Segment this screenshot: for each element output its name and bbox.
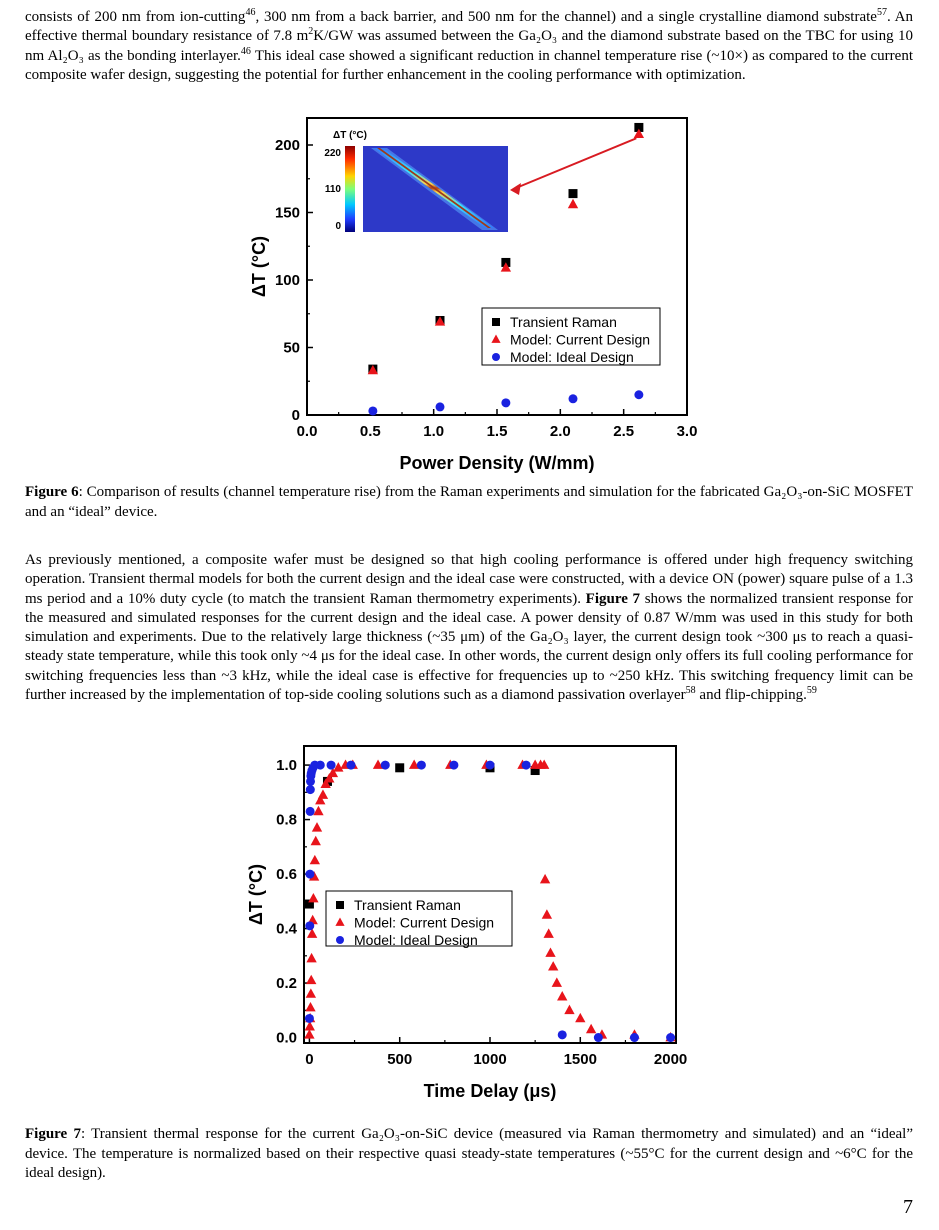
figure-6-label: Figure 6 <box>25 484 79 500</box>
para1-segment: , 300 nm from a back barrier, and 500 nm for the channel) and a single crystalline diamond substrate <box>255 9 877 25</box>
legend-label: Model: Current Design <box>510 331 651 348</box>
para1-segment: K/GW was assumed between the Ga₂O₃ and the diamond substrate based on the TBC for using 10 nm Al₂O₃ as the bonding interlayer. <box>25 28 913 64</box>
inset-colorbar-tick: 110 <box>324 184 341 195</box>
para1-segment: 46 <box>245 7 256 18</box>
data-point-circle <box>306 785 315 794</box>
data-point-circle <box>346 761 355 770</box>
data-point-triangle <box>313 806 323 815</box>
y-axis-label: ΔT (°C) <box>246 863 266 926</box>
figure-6-caption-text: : Comparison of results (channel temperature rise) from the Raman experiments and simulation for the fabricated Ga₂O₃-on-SiC MOSFET and an “ideal” device. <box>25 484 913 520</box>
legend-label: Transient Raman <box>354 897 461 913</box>
para1-segment: . An effective thermal boundary resistance of 7.8 m <box>25 9 913 45</box>
data-point-triangle <box>575 1013 585 1022</box>
x-tick-label: 1000 <box>473 1051 507 1068</box>
legend-marker <box>492 318 500 326</box>
data-point-triangle <box>306 953 316 962</box>
data-point-circle <box>368 406 377 415</box>
data-point-triangle <box>564 1005 574 1014</box>
x-tick-label: 1.0 <box>423 423 445 440</box>
data-point-triangle <box>544 928 554 937</box>
legend-label: Transient Raman <box>510 314 617 330</box>
x-tick-label: 1.5 <box>486 423 508 440</box>
y-tick-label: 0.4 <box>276 920 297 938</box>
paragraph-1 <box>25 8 913 85</box>
para1-segment: 2 <box>308 26 314 38</box>
inset-arrow-head <box>510 183 521 195</box>
inset-colorbar <box>345 146 355 232</box>
data-point-circle <box>436 402 445 411</box>
data-point-circle <box>306 807 315 816</box>
inset-colorbar-title: ΔT (°C) <box>333 130 367 141</box>
legend-label: Model: Ideal Design <box>510 349 634 365</box>
y-tick-label: 0.2 <box>276 975 297 993</box>
figure-6-chart <box>240 110 710 482</box>
data-point-circle <box>630 1033 639 1042</box>
y-tick-label: 0.0 <box>276 1029 297 1047</box>
data-point-triangle <box>540 874 550 883</box>
inset-arrow-line <box>516 138 636 188</box>
para1-segment: consists of 200 nm from ion-cutting <box>25 9 246 25</box>
data-point-triangle <box>304 1029 314 1038</box>
para2-segment: shows the normalized transient response for the measured and simulated responses for the current design and the ideal case. A power density of 0.87 W/mm was used in this study for both simulation and experiments. Due to the relatively large thickness (~35 μm) of the Ga₂O₃ layer, the current design took ~300 μs to reach a quasi-steady state temperature, while this took only ~4 μs for the ideal case. In other words, the current design only offers its full cooling performance for switching frequencies less than ~3 kHz, while the ideal case is effective for frequencies up to ~250 kHz. This switching frequency limit can be further increased by the implementation of top-side cooling solutions such as a diamond passivation overlayer <box>25 590 914 704</box>
y-tick-label: 150 <box>274 204 300 222</box>
legend-marker <box>336 901 344 909</box>
x-axis-label: Time Delay (μs) <box>423 1081 557 1101</box>
y-axis-label: ΔT (°C) <box>249 235 269 298</box>
x-tick-label: 0.5 <box>359 423 381 440</box>
data-point-triangle <box>308 893 318 902</box>
data-point-square <box>569 189 578 198</box>
data-point-circle <box>305 1014 314 1023</box>
data-point-triangle <box>548 961 558 970</box>
data-point-circle <box>486 761 495 770</box>
y-tick-label: 1.0 <box>276 757 297 775</box>
inset-colorbar-tick: 220 <box>324 148 341 159</box>
para1-segment: 57 <box>876 7 887 18</box>
data-point-circle <box>449 761 458 770</box>
x-tick-label: 1500 <box>563 1051 597 1068</box>
figure-7-caption <box>25 1125 913 1184</box>
y-tick-label: 0.6 <box>276 866 297 884</box>
x-tick-label: 0 <box>305 1051 314 1068</box>
paragraph-2 <box>25 551 913 705</box>
data-point-circle <box>305 870 314 879</box>
data-point-circle <box>634 390 643 399</box>
data-point-triangle <box>545 947 555 956</box>
x-tick-label: 500 <box>387 1051 413 1068</box>
para2-segment: and flip-chipping. <box>695 687 807 704</box>
para2-segment: 59 <box>806 685 817 697</box>
x-tick-label: 2.0 <box>549 423 571 440</box>
data-point-triangle <box>306 988 316 997</box>
figure-7-caption-text: : Transient thermal response for the current Ga₂O₃-on-SiC device (measured via Raman thermometry and simulated) and an “ideal” device. The temperature is normalized based on their respective quasi steady-state temperatures (~55°C for the current design and ~6°C for the ideal design). <box>25 1126 913 1181</box>
figure-6-caption <box>25 483 913 522</box>
legend-label: Model: Current Design <box>354 914 495 931</box>
para2-segment: Figure 7 <box>585 590 641 607</box>
data-point-circle <box>594 1033 603 1042</box>
page-number: 7 <box>903 1196 913 1218</box>
y-tick-label: 0.8 <box>276 811 297 829</box>
x-tick-label: 0.0 <box>296 423 318 440</box>
data-point-triangle <box>557 991 567 1000</box>
data-point-circle <box>417 761 426 770</box>
data-point-triangle <box>306 975 316 984</box>
legend-marker <box>336 936 344 944</box>
x-tick-label: 3.0 <box>676 423 698 440</box>
data-point-triangle <box>542 909 552 918</box>
para2-segment: 58 <box>685 685 696 697</box>
y-tick-label: 200 <box>274 137 300 154</box>
para1-segment: This ideal case showed a significant reduction in channel temperature rise (~10×) as compared to the current composite wafer design, suggesting the potential for further enhancement in the cooling performance with optimization. <box>25 47 913 83</box>
x-tick-label: 2.5 <box>613 423 635 440</box>
data-point-circle <box>558 1030 567 1039</box>
inset-colorbar-tick: 0 <box>335 221 341 232</box>
figure-7-label: Figure 7 <box>25 1126 81 1142</box>
data-point-circle <box>501 398 510 407</box>
data-point-circle <box>381 761 390 770</box>
data-point-circle <box>666 1033 675 1042</box>
data-point-triangle <box>318 789 328 798</box>
figure-7 <box>240 738 710 1115</box>
para2-segment: As previously mentioned, a composite wafer must be designed so that high cooling performance is offered under high frequency switching operation. Transient thermal models for both the current design and the ideal case were constructed, with a device ON (power) square pulse of a 1.3 ms period and a 10% duty cycle (to match the transient Raman thermometry experiments). <box>25 552 913 607</box>
data-point-circle <box>569 394 578 403</box>
data-point-triangle <box>552 977 562 986</box>
figure-7-chart <box>240 738 710 1110</box>
data-point-circle <box>327 761 336 770</box>
y-tick-label: 0 <box>291 407 300 424</box>
y-tick-label: 50 <box>283 339 300 357</box>
data-point-circle <box>305 921 314 930</box>
para1-segment: 46 <box>240 45 251 57</box>
legend-marker <box>492 353 500 361</box>
figure-6 <box>240 110 710 487</box>
y-tick-label: 100 <box>274 272 300 289</box>
x-axis-label: Power Density (W/mm) <box>399 453 595 473</box>
x-tick-label: 2000 <box>653 1051 688 1068</box>
data-point-triangle <box>312 822 322 831</box>
data-point-triangle <box>305 1002 315 1011</box>
data-point-triangle <box>310 855 320 864</box>
data-point-circle <box>522 761 531 770</box>
data-point-triangle <box>311 836 321 845</box>
data-point-square <box>395 763 404 772</box>
data-point-triangle <box>568 199 578 208</box>
data-point-triangle <box>586 1024 596 1033</box>
data-point-circle <box>316 761 325 770</box>
legend-label: Model: Ideal Design <box>354 932 478 948</box>
